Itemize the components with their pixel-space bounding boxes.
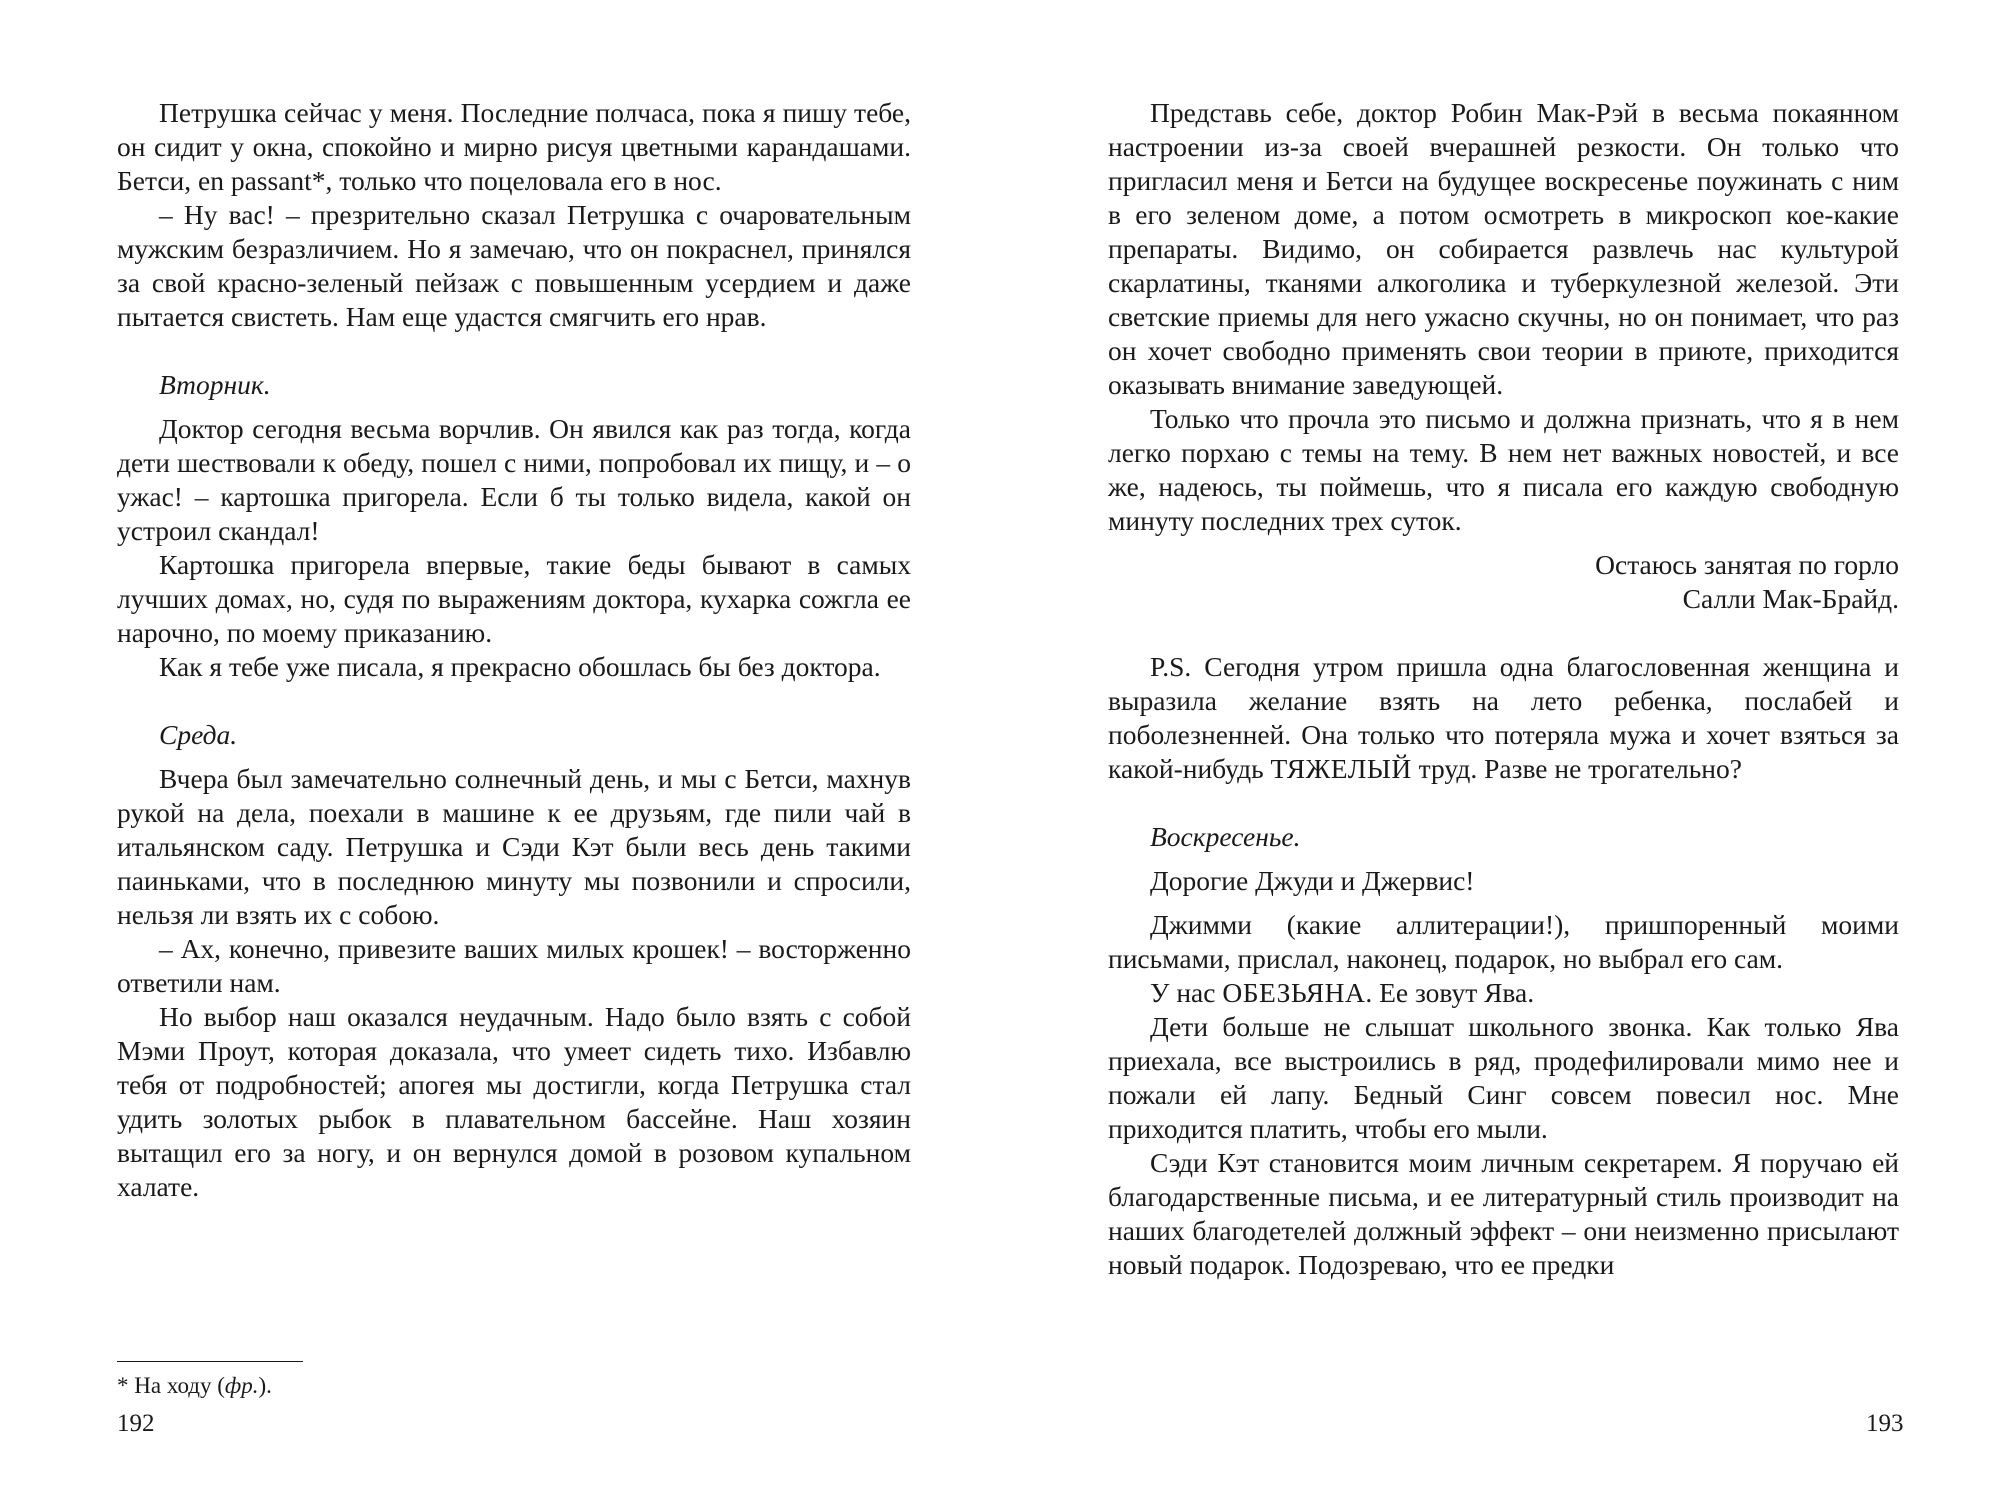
page-number-right: 193	[1866, 1410, 1904, 1437]
footnote-text: * На ходу (	[117, 1373, 225, 1398]
paragraph: – Ну вас! – презрительно сказал Петрушка с очаровательным мужским безразличием. Но я замечаю, что он покраснел, принялся за свой красно-зеленый пейзаж с повышенным усердием и даже пытается свистеть. Нам еще удастся смягчить его нрав.	[117, 199, 911, 332]
footnote	[117, 1372, 272, 1400]
spacer	[1108, 538, 1899, 548]
signature-name: Салли Мак-Брайд.	[1682, 583, 1899, 614]
spacer	[1108, 786, 1899, 820]
paragraph-text: У нас	[1150, 977, 1223, 1008]
paragraph: Представь себе, доктор Робин Мак-Рэй в весьма покаянном настроении из-за своей вчерашней резкости. Он только что пригласил меня и Бетси на будущее воскресенье поужинать с ним в его зеленом доме, а потом осмотреть в микроскоп кое-какие препараты. Видимо, он собирается развлечь нас культурой скарлатины, тканями алкоголика и туберкулезной железой. Эти светские приемы для него ужасно скучны, но он понимает, что раз он хочет свободно применять свои теории в приюте, приходится оказывать внимание заведующей.	[1108, 97, 1899, 400]
paragraph: Как я тебе уже писала, я прекрасно обошлась бы без доктора.	[159, 651, 881, 682]
paragraph: Петрушка сейчас у меня. Последние полчаса, пока я пишу тебе, он сидит у окна, спокойно и мирно рисуя цветными карандашами. Бетси, en passant*, только что поцеловала его в нос.	[117, 97, 911, 196]
spacer	[117, 334, 911, 368]
paragraph-emphasis: ОБЕЗЬЯНА	[1222, 977, 1366, 1008]
salutation: Дорогие Джуди и Джервис!	[1150, 865, 1475, 896]
spacer	[117, 684, 911, 718]
spacer	[1108, 854, 1899, 864]
paragraph: Но выбор наш оказался неудачным. Надо было взять с собой Мэми Проут, которая доказала, что умеет сидеть тихо. Избавлю тебя от подробностей; апогея мы достигли, когда Петрушка стал удить золотых рыбок в плавательном бассейне. Наш хозяин вытащил его за ногу, и он вернулся домой в розовом купальном халате.	[117, 1001, 911, 1202]
left-page	[117, 96, 911, 1204]
day-heading-tuesday: Вторник.	[159, 369, 271, 400]
paragraph: Вчера был замечательно солнечный день, и мы с Бетси, махнув рукой на дела, поехали в машине к ее друзьям, где пили чай в итальянском саду. Петрушка и Сэди Кэт были весь день такими паиньками, что в последнюю минуту мы позвонили и спросили, нельзя ли взять их с собою.	[117, 763, 911, 930]
spacer	[1108, 616, 1899, 650]
paragraph: Дети больше не слышат школьного звонка. Как только Ява приехала, все выстроились в ряд, продефилировали мимо нее и пожали ей лапу. Бедный Синг совсем повесил нос. Мне приходится платить, чтобы его мыли.	[1108, 1011, 1899, 1144]
postscript	[1108, 650, 1899, 786]
paragraph	[1108, 976, 1899, 1010]
right-page	[1108, 96, 1899, 1282]
paragraph-text-end: . Ее зовут Ява.	[1365, 977, 1535, 1008]
day-heading-wednesday: Среда.	[159, 719, 238, 750]
signature-closing: Остаюсь занятая по горло	[1595, 549, 1899, 580]
day-heading-sunday: Воскресенье.	[1150, 821, 1301, 852]
paragraph: Джимми (какие аллитерации!), пришпоренный моими письмами, прислал, наконец, подарок, но выбрал его сам.	[1108, 909, 1899, 974]
postscript-text: P.S. Сегодня утром пришла одна благословенная женщина и выразила желание взять на лето ребенка, послабей и поболезненней. Она только что потеряла мужа и хочет взяться за какой-нибудь	[1108, 651, 1899, 784]
spacer	[1108, 898, 1899, 908]
page-number-left: 192	[117, 1410, 155, 1437]
paragraph: Доктор сегодня весьма ворчлив. Он явился как раз тогда, когда дети шествовали к обеду, пошел с ними, попробовал их пищу, и – о ужас! – картошка пригорела. Если б ты только видела, какой он устроил скандал!	[117, 413, 911, 546]
paragraph: Картошка пригорела впервые, такие беды бывают в самых лучших домах, но, судя по выражениям доктора, кухарка сожгла ее нарочно, по моему приказанию.	[117, 549, 911, 648]
footnote-text-end: ).	[258, 1373, 272, 1398]
footnote-abbreviation: фр.	[224, 1373, 259, 1398]
spacer	[117, 752, 911, 762]
postscript-emphasis: ТЯЖЕЛЫЙ	[1270, 753, 1412, 784]
footnote-divider	[117, 1361, 303, 1362]
paragraph: – Ах, конечно, привезите ваших милых крошек! – восторженно ответили нам.	[117, 933, 911, 998]
paragraph: Сэди Кэт становится моим личным секретарем. Я поручаю ей благодарственные письма, и ее литературный стиль производит на наших благодетелей должный эффект – они неизменно присылают новый подарок. Подозреваю, что ее предки	[1108, 1147, 1899, 1280]
postscript-text-end: труд. Разве не трогательно?	[1411, 753, 1742, 784]
spacer	[117, 402, 911, 412]
paragraph: Только что прочла это письмо и должна признать, что я в нем легко порхаю с темы на тему. В нем нет важных новостей, и все же, надеюсь, ты поймешь, что я писала его каждую свободную минуту последних трех суток.	[1108, 403, 1899, 536]
